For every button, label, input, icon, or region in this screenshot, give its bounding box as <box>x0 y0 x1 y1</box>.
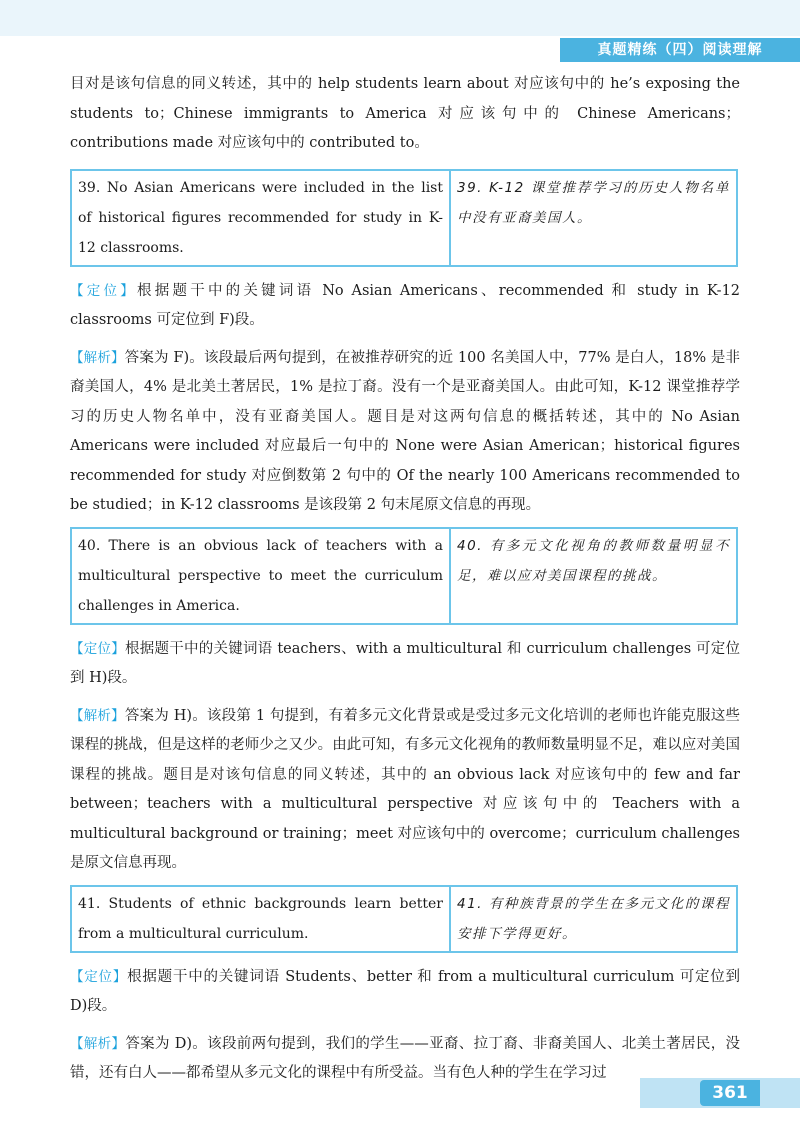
question-statement-zh: 41. 有种族背景的学生在多元文化的课程安排下学得更好。 <box>457 895 730 942</box>
locate-tag: 【定位】 <box>70 968 128 985</box>
analysis-paragraph <box>70 344 740 521</box>
analysis-tag: 【解析】 <box>70 1035 126 1052</box>
question-statement-en: 40. There is an obvious lack of teachers with a multicultural perspective to meet the curriculum challenges in America. <box>71 528 450 624</box>
locate-tag: 【定位】 <box>70 640 125 657</box>
locate-text: 根据题干中的关键词语 teachers、with a multicultural 和 curriculum challenges 可定位到 H)段。 <box>70 640 740 686</box>
intro-paragraph: 目对是该句信息的同义转述，其中的 help students learn about 对应该句中的 he’s exposing the students to；Chinese immigrants to America 对应该句中的 Chinese Americans；contributions made 对应该句中的 contributed to。 <box>70 76 740 151</box>
analysis-text: 答案为 H)。该段第 1 句提到，有着多元文化背景或是受过多元文化培训的老师也许能克服这些课程的挑战，但是这样的老师少之又少。由此可知，有多元文化视角的教师数量明显不足，难以应对美国课程的挑战。题目是对该句信息的同义转述，其中的 an obvious lack 对应该句中的 few and far between；teachers with a multicultural perspective 对应该句中的 Teachers with a multicultural background or training；meet 对应该句中的 overcome；curriculum challenges 是原文信息再现。 <box>70 707 741 871</box>
question-table-39 <box>70 169 738 267</box>
analysis-tag: 【解析】 <box>70 707 125 724</box>
locate-paragraph <box>70 963 740 1022</box>
question-table-41 <box>70 885 738 953</box>
analysis-tag: 【解析】 <box>70 349 125 366</box>
analysis-text: 答案为 F)。该段最后两句提到，在被推荐研究的近 100 名美国人中，77% 是白人，18% 是非裔美国人，4% 是北美土著居民，1% 是拉丁裔。没有一个是亚裔美国人。由此可知，K-12 课堂推荐学习的历史人物名单中，没有亚裔美国人。题目是对这两句信息的概括转述，其中的 No Asian Americans were included 对应最后一句中的 None were Asian American；historical figures recommended for study 对应倒数第 2 句中的 Of the nearly 100 Americans recommended to be studied；in K-12 classrooms 是该段第 2 句末尾原文信息的再现。 <box>70 349 741 513</box>
question-statement-zh: 40. 有多元文化视角的教师数量明显不足，难以应对美国课程的挑战。 <box>457 537 730 584</box>
page-content <box>70 70 740 1095</box>
locate-text: 根据题干中的关键词语 No Asian Americans、recommended 和 study in K-12 classrooms 可定位到 F)段。 <box>70 282 741 328</box>
question-statement-en: 39. No Asian Americans were included in the list of historical figures recommended for study in K-12 classrooms. <box>71 170 450 266</box>
locate-tag: 【定位】 <box>70 282 137 299</box>
section-title: 真题精练（四）阅读理解 <box>560 38 800 62</box>
question-table-40 <box>70 527 738 625</box>
question-statement-zh: 39. K-12 课堂推荐学习的历史人物名单中没有亚裔美国人。 <box>457 179 730 226</box>
locate-paragraph <box>70 635 740 694</box>
page-number: 361 <box>700 1080 760 1106</box>
locate-paragraph <box>70 277 740 336</box>
header-band <box>0 0 800 36</box>
analysis-paragraph <box>70 702 740 879</box>
question-statement-en: 41. Students of ethnic backgrounds learn better from a multicultural curriculum. <box>71 886 450 952</box>
analysis-text: 答案为 D)。该段前两句提到，我们的学生——亚裔、拉丁裔、非裔美国人、北美土著居民，没错，还有白人——都希望从多元文化的课程中有所受益。当有色人种的学生在学习过 <box>70 1035 741 1081</box>
locate-text: 根据题干中的关键词语 Students、better 和 from a multicultural curriculum 可定位到 D)段。 <box>70 968 741 1014</box>
